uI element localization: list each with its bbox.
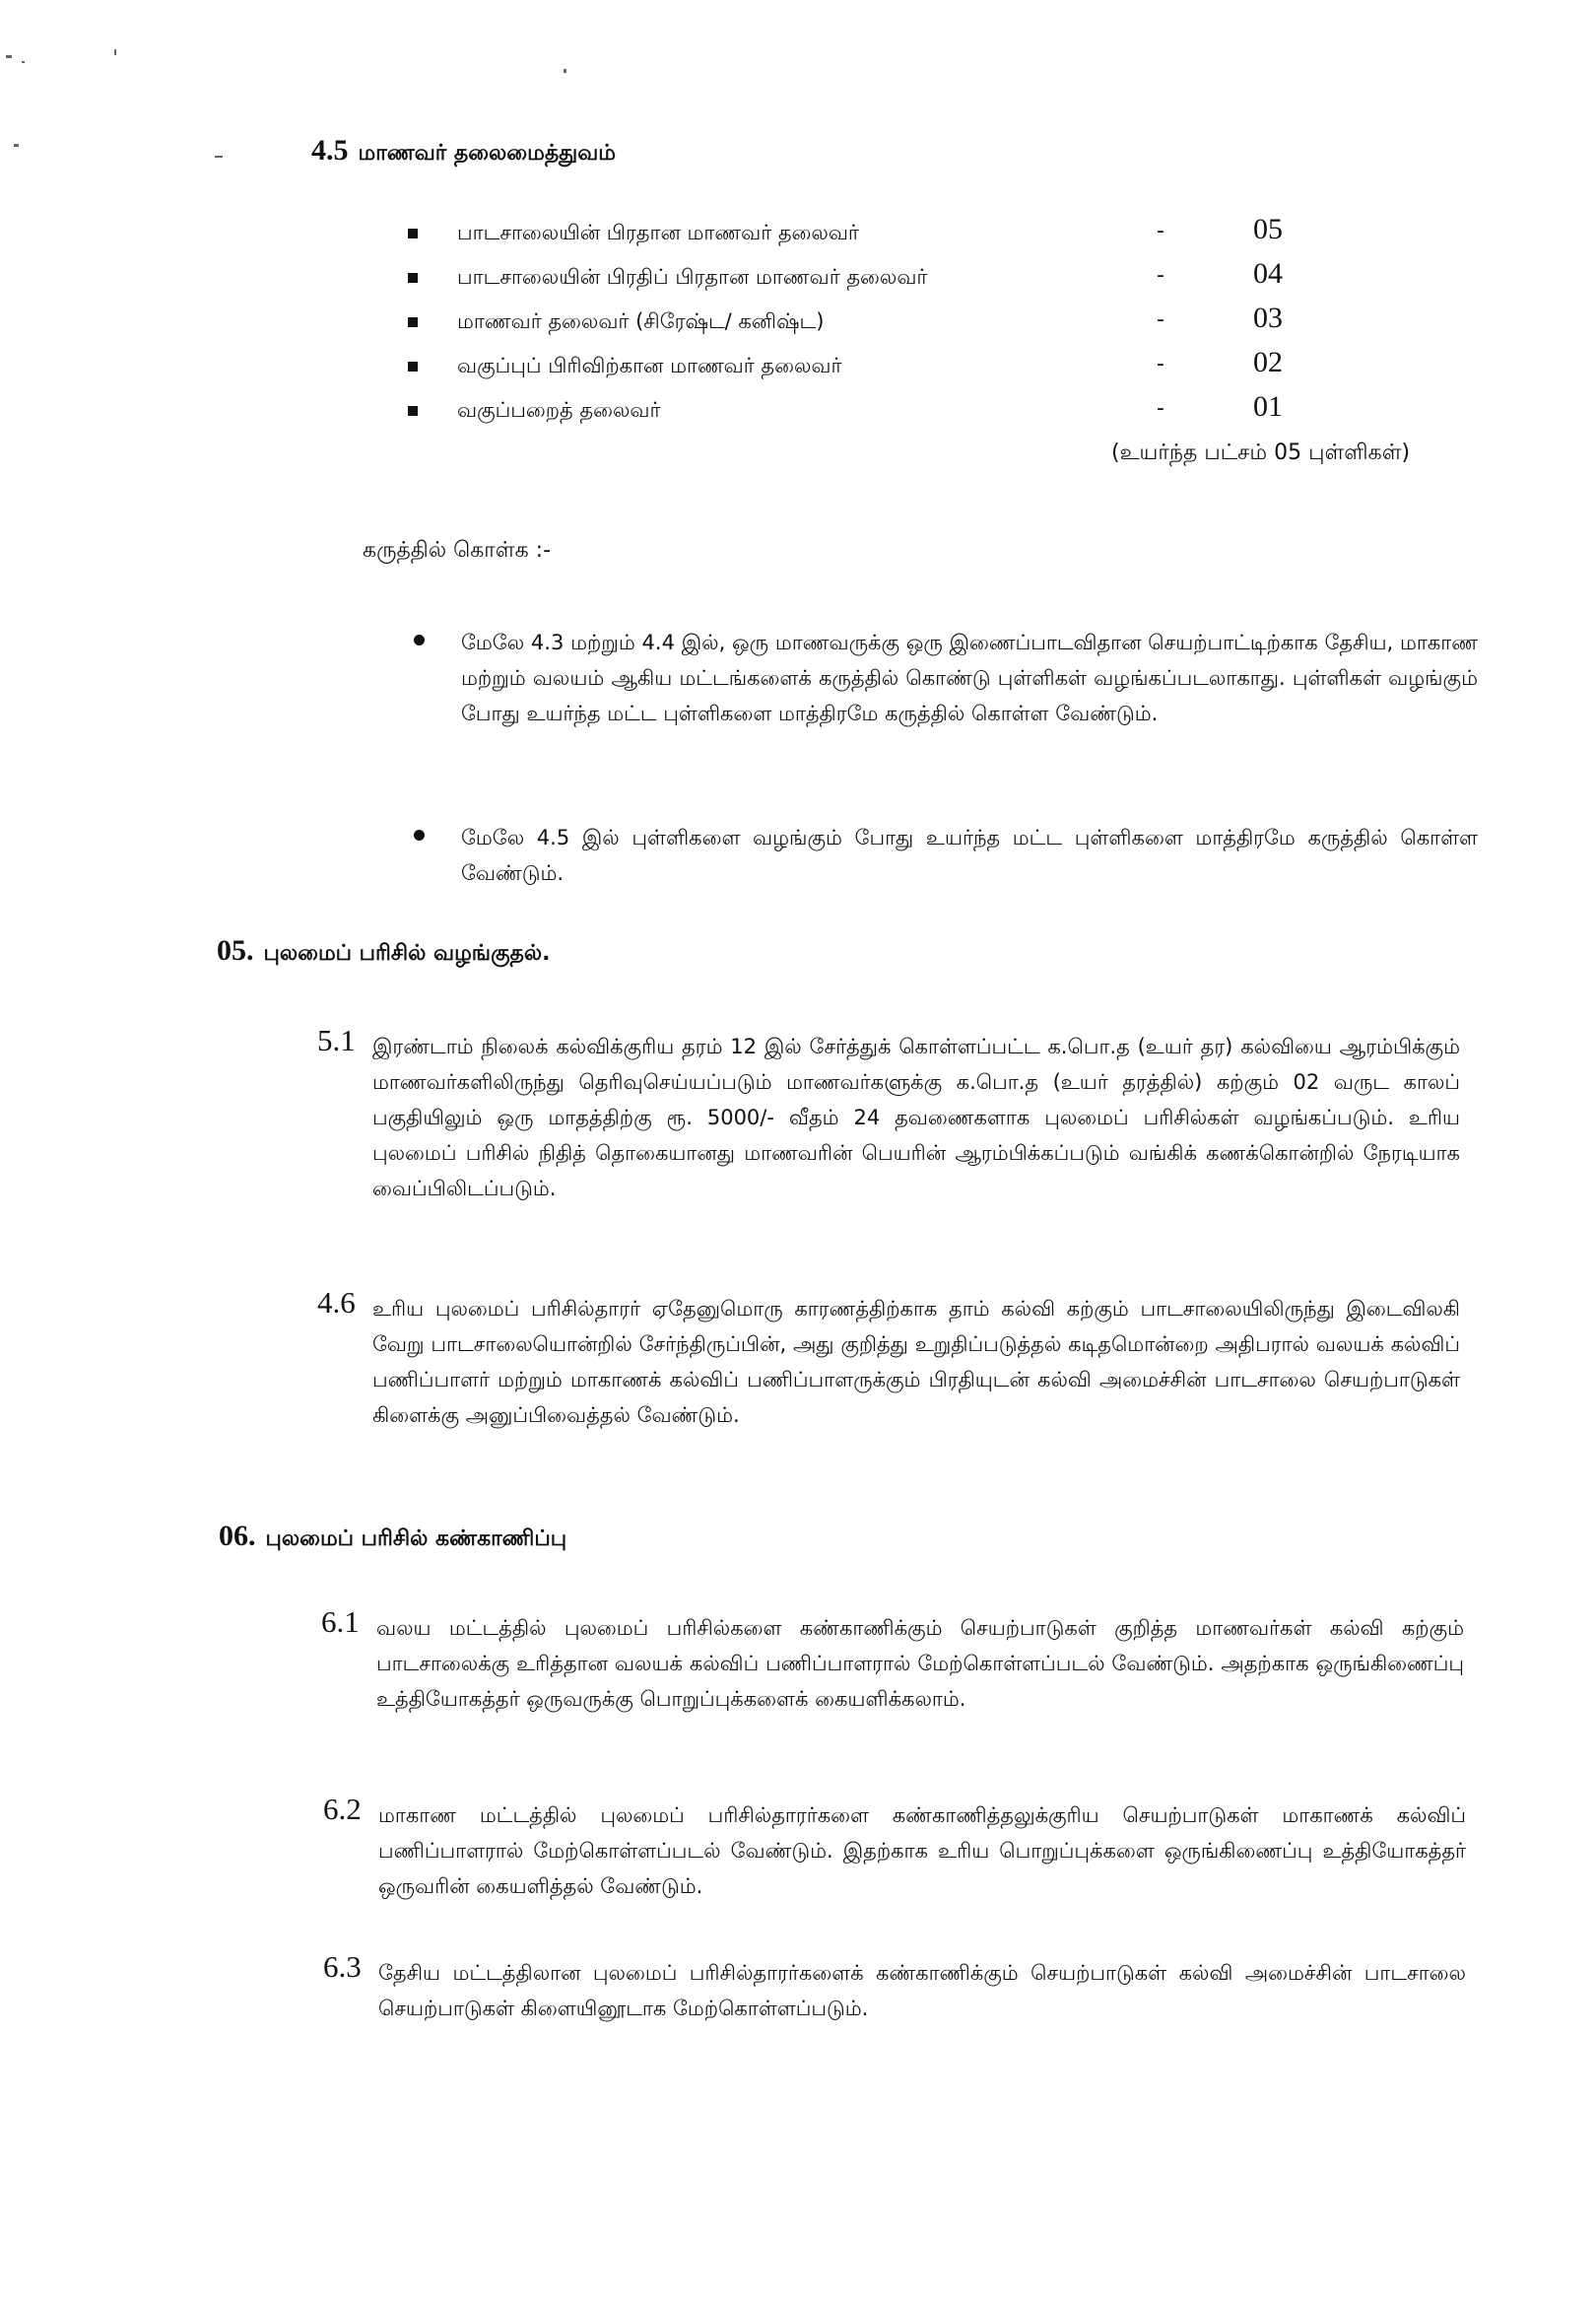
square-bullet-icon — [408, 229, 418, 238]
section-06-heading — [219, 1520, 566, 1554]
leadership-points-list — [408, 215, 1492, 437]
item-dash: - — [1157, 396, 1164, 421]
section-title: மாணவர் தலைமைத்துவம் — [358, 141, 616, 166]
item-label: பாடசாலையின் பிரதான மாணவர் தலைவர் — [457, 221, 859, 244]
list-item — [408, 259, 1492, 304]
clause-number: 6.1 — [321, 1604, 360, 1639]
clause-text: தேசிய மட்டத்திலான புலமைப் பரிசில்தாரர்களைக் கண்காணிக்கும் செயற்பாடுகள் கல்வி அமைச்சின் பாடசாலை செயற்பாடுகள் கிளையினூடாக மேற்கொள்ளப்படும். — [378, 1961, 1466, 2020]
scan-speck — [14, 144, 19, 147]
consider-bullet — [414, 625, 1478, 731]
section-title: புலமைப் பரிசில் வழங்குதல். — [263, 941, 551, 966]
bullet-text: மேலே 4.5 இல் புள்ளிகளை வழங்கும் போது உயர்ந்த மட்ட புள்ளிகளை மாத்திரமே கருத்தில் கொள்ள வேண்டும். — [461, 826, 1478, 885]
clause-number: 6.2 — [323, 1792, 362, 1826]
square-bullet-icon — [408, 362, 418, 372]
item-points: 03 — [1253, 302, 1283, 334]
clause-5-1 — [317, 1023, 1460, 1206]
section-number: 4.5 — [311, 134, 349, 167]
clause-number: 5.1 — [317, 1023, 356, 1057]
clause-number: 4.6 — [317, 1285, 356, 1320]
item-dash: - — [1157, 307, 1164, 332]
list-item — [408, 304, 1492, 348]
square-bullet-icon — [408, 406, 418, 416]
clause-6-3 — [323, 1949, 1466, 2026]
clause-text: வலய மட்டத்தில் புலமைப் பரிசில்களை கண்காணிக்கும் செயற்பாடுகள் குறித்த மாணவர்கள் கல்வி கற்கும் பாடசாலைக்கு உரித்தான வலயக் கல்விப் பணிப்பாளரால் மேற்கொள்ளப்படல் வேண்டும். அதற்காக ஒருங்கிணைப்பு உத்தியோகத்தர் ஒருவருக்கு பொறுப்புக்களைக் கையளிக்கலாம். — [376, 1616, 1464, 1711]
max-points-note: (உயர்ந்த பட்சம் 05 புள்ளிகள்) — [1111, 441, 1411, 465]
item-points: 02 — [1253, 346, 1283, 378]
round-bullet-icon — [414, 635, 425, 645]
item-label: வகுப்புப் பிரிவிற்கான மாணவர் தலைவர் — [457, 354, 842, 377]
clause-4-6 — [317, 1285, 1460, 1433]
list-item — [408, 215, 1492, 259]
section-title: புலமைப் பரிசில் கண்காணிப்பு — [265, 1526, 567, 1551]
consider-bullet — [414, 820, 1478, 891]
square-bullet-icon — [408, 317, 418, 327]
item-points: 01 — [1253, 390, 1283, 423]
square-bullet-icon — [408, 273, 418, 283]
item-points: 05 — [1253, 213, 1283, 245]
consider-heading: கருத்தில் கொள்க :- — [363, 538, 552, 563]
item-dash: - — [1157, 219, 1164, 243]
bullet-text: மேலே 4.3 மற்றும் 4.4 இல், ஒரு மாணவருக்கு ஒரு இணைப்பாடவிதான செயற்பாட்டிற்காக தேசிய, மாகாண மற்றும் வலயம் ஆகிய மட்டங்களைக் கருத்தில் கொண்டு புள்ளிகள் வழங்கப்படலாகாது. புள்ளிகள் வழங்கும் போது உயர்ந்த மட்ட புள்ளிகளை மாத்திரமே கருத்தில் கொள்ள வேண்டும். — [461, 631, 1478, 725]
scan-speck — [22, 61, 25, 63]
item-label: பாடசாலையின் பிரதிப் பிரதான மாணவர் தலைவர் — [457, 265, 928, 289]
scan-speck — [215, 156, 223, 158]
clause-text: உரிய புலமைப் பரிசில்தாரர் ஏதேனுமொரு காரணத்திற்காக தாம் கல்வி கற்கும் பாடசாலையிலிருந்து இடைவிலகி வேறு பாடசாலையொன்றில் சேர்ந்திருப்பின், அது குறித்து உறுதிப்படுத்தல் கடிதமொன்றை அதிபரால் வலயக் கல்விப் பணிப்பாளர் மற்றும் மாகாணக் கல்விப் பணிப்பாளருக்கும் பிரதியுடன் கல்வி அமைச்சின் பாடசாலை செயற்பாடுகள் கிளைக்கு அனுப்பிவைத்தல் வேண்டும். — [372, 1297, 1460, 1427]
round-bullet-icon — [414, 830, 425, 841]
list-item — [408, 392, 1492, 437]
section-05-heading — [217, 934, 550, 969]
item-dash: - — [1157, 352, 1164, 376]
clause-6-1 — [321, 1604, 1464, 1717]
clause-6-2 — [323, 1792, 1466, 1904]
item-dash: - — [1157, 263, 1164, 288]
section-number: 05. — [217, 934, 254, 967]
scan-speck — [6, 55, 12, 58]
item-label: மாணவர் தலைவர் (சிரேஷ்ட/ கனிஷ்ட) — [457, 309, 825, 333]
item-points: 04 — [1253, 257, 1283, 290]
section-4-5-heading — [311, 134, 616, 169]
section-number: 06. — [219, 1520, 256, 1552]
item-label: வகுப்பறைத் தலைவர் — [457, 398, 661, 422]
scan-speck — [564, 69, 566, 73]
list-item — [408, 348, 1492, 392]
clause-text: மாகாண மட்டத்தில் புலமைப் பரிசில்தாரர்களை கண்காணித்தலுக்குரிய செயற்பாடுகள் மாகாணக் கல்விப் பணிப்பாளரால் மேற்கொள்ளப்படல் வேண்டும். இதற்காக உரிய பொறுப்புக்களை ஒருங்கிணைப்பு உத்தியோகத்தர் ஒருவரின் கையளித்தல் வேண்டும். — [378, 1803, 1466, 1898]
scan-speck — [114, 49, 116, 55]
clause-number: 6.3 — [323, 1949, 362, 1984]
clause-text: இரண்டாம் நிலைக் கல்விக்குரிய தரம் 12 இல் சேர்த்துக் கொள்ளப்பட்ட க.பொ.த (உயர் தர) கல்வியை ஆரம்பிக்கும் மாணவர்களிலிருந்து தெரிவுசெய்யப்படும் மாணவர்களுக்கு க.பொ.த (உயர் தரத்தில்) கற்கும் 02 வருட காலப் பகுதியிலும் ஒரு மாதத்திற்கு ரூ. 5000/- வீதம் 24 தவணைகளாக புலமைப் பரிசில்கள் வழங்கப்படும். உரிய புலமைப் பரிசில் நிதித் தொகையானது மாணவரின் பெயரின் ஆரம்பிக்கப்படும் வங்கிக் கணக்கொன்றில் நேரடியாக வைப்பிலிடப்படும். — [372, 1035, 1460, 1200]
